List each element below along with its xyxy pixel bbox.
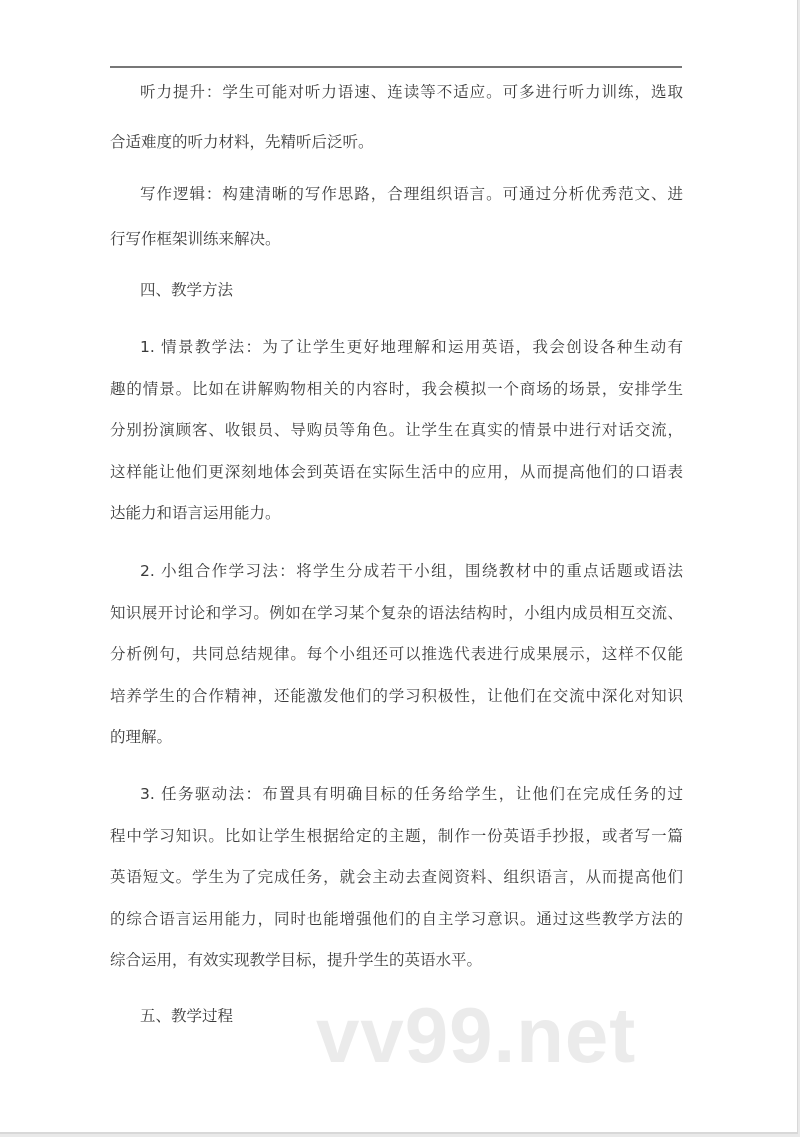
text-line: 3. 任务驱动法：布置具有明确目标的任务给学生，让他们在完成任务的过: [140, 785, 683, 803]
text-line: 综合运用，有效实现教学目标，提升学生的英语水平。: [110, 951, 483, 969]
text-line: 合适难度的听力材料，先精听后泛听。: [110, 133, 374, 151]
text-line: 达能力和语言运用能力。: [110, 504, 281, 522]
watermark: vv99.net: [316, 991, 637, 1079]
paragraph-method-1: [110, 327, 683, 535]
text-line: 程中学习知识。比如让学生根据给定的主题，制作一份英语手抄报，或者写一篇: [110, 826, 683, 845]
text-line: 2. 小组合作学习法：将学生分成若干小组，围绕教材中的重点话题或语法: [140, 562, 683, 580]
text-line: 英语短文。学生为了完成任务，就会主动去查阅资料、组织语言，从而提高他们: [110, 868, 683, 886]
text-line: 听力提升：学生可能对听力语速、连读等不适应。可多进行听力训练，选取: [140, 83, 683, 101]
paragraph-listening: [110, 67, 683, 167]
text-line: 分析例句，共同总结规律。每个小组还可以推选代表进行成果展示，这样不仅能: [110, 645, 683, 663]
paragraph-method-3: [110, 774, 683, 982]
text-line: 培养学生的合作精神，还能激发他们的学习积极性，让他们在交流中深化对知识: [110, 686, 683, 705]
heading-text: 四、教学方法: [140, 281, 234, 299]
text-line: 分别扮演顾客、收银员、导购员等角色。让学生在真实的情景中进行对话交流，: [110, 421, 683, 439]
text-line: 这样能让他们更深刻地体会到英语在实际生活中的应用，从而提高他们的口语表: [110, 462, 683, 481]
text-line: 写作逻辑：构建清晰的写作思路，合理组织语言。可通过分析优秀范文、进: [140, 185, 683, 203]
heading-text: 五、教学过程: [140, 1007, 234, 1025]
text-line: 行写作框架训练来解决。: [110, 230, 281, 248]
paragraph-method-2: [110, 551, 683, 759]
text-line: 的综合语言运用能力，同时也能增强他们的自主学习意识。通过这些教学方法的: [110, 909, 683, 928]
section-heading-teaching-methods: [110, 270, 683, 311]
paragraph-writing: [110, 172, 683, 262]
text-line: 1. 情景教学法：为了让学生更好地理解和运用英语，我会创设各种生动有: [140, 338, 683, 356]
text-line: 知识展开讨论和学习。例如在学习某个复杂的语法结构时，小组内成员相互交流、: [110, 603, 683, 622]
text-line: 的理解。: [110, 728, 173, 746]
text-line: 趣的情景。比如在讲解购物相关的内容时，我会模拟一个商场的场景，安排学生: [110, 379, 683, 398]
